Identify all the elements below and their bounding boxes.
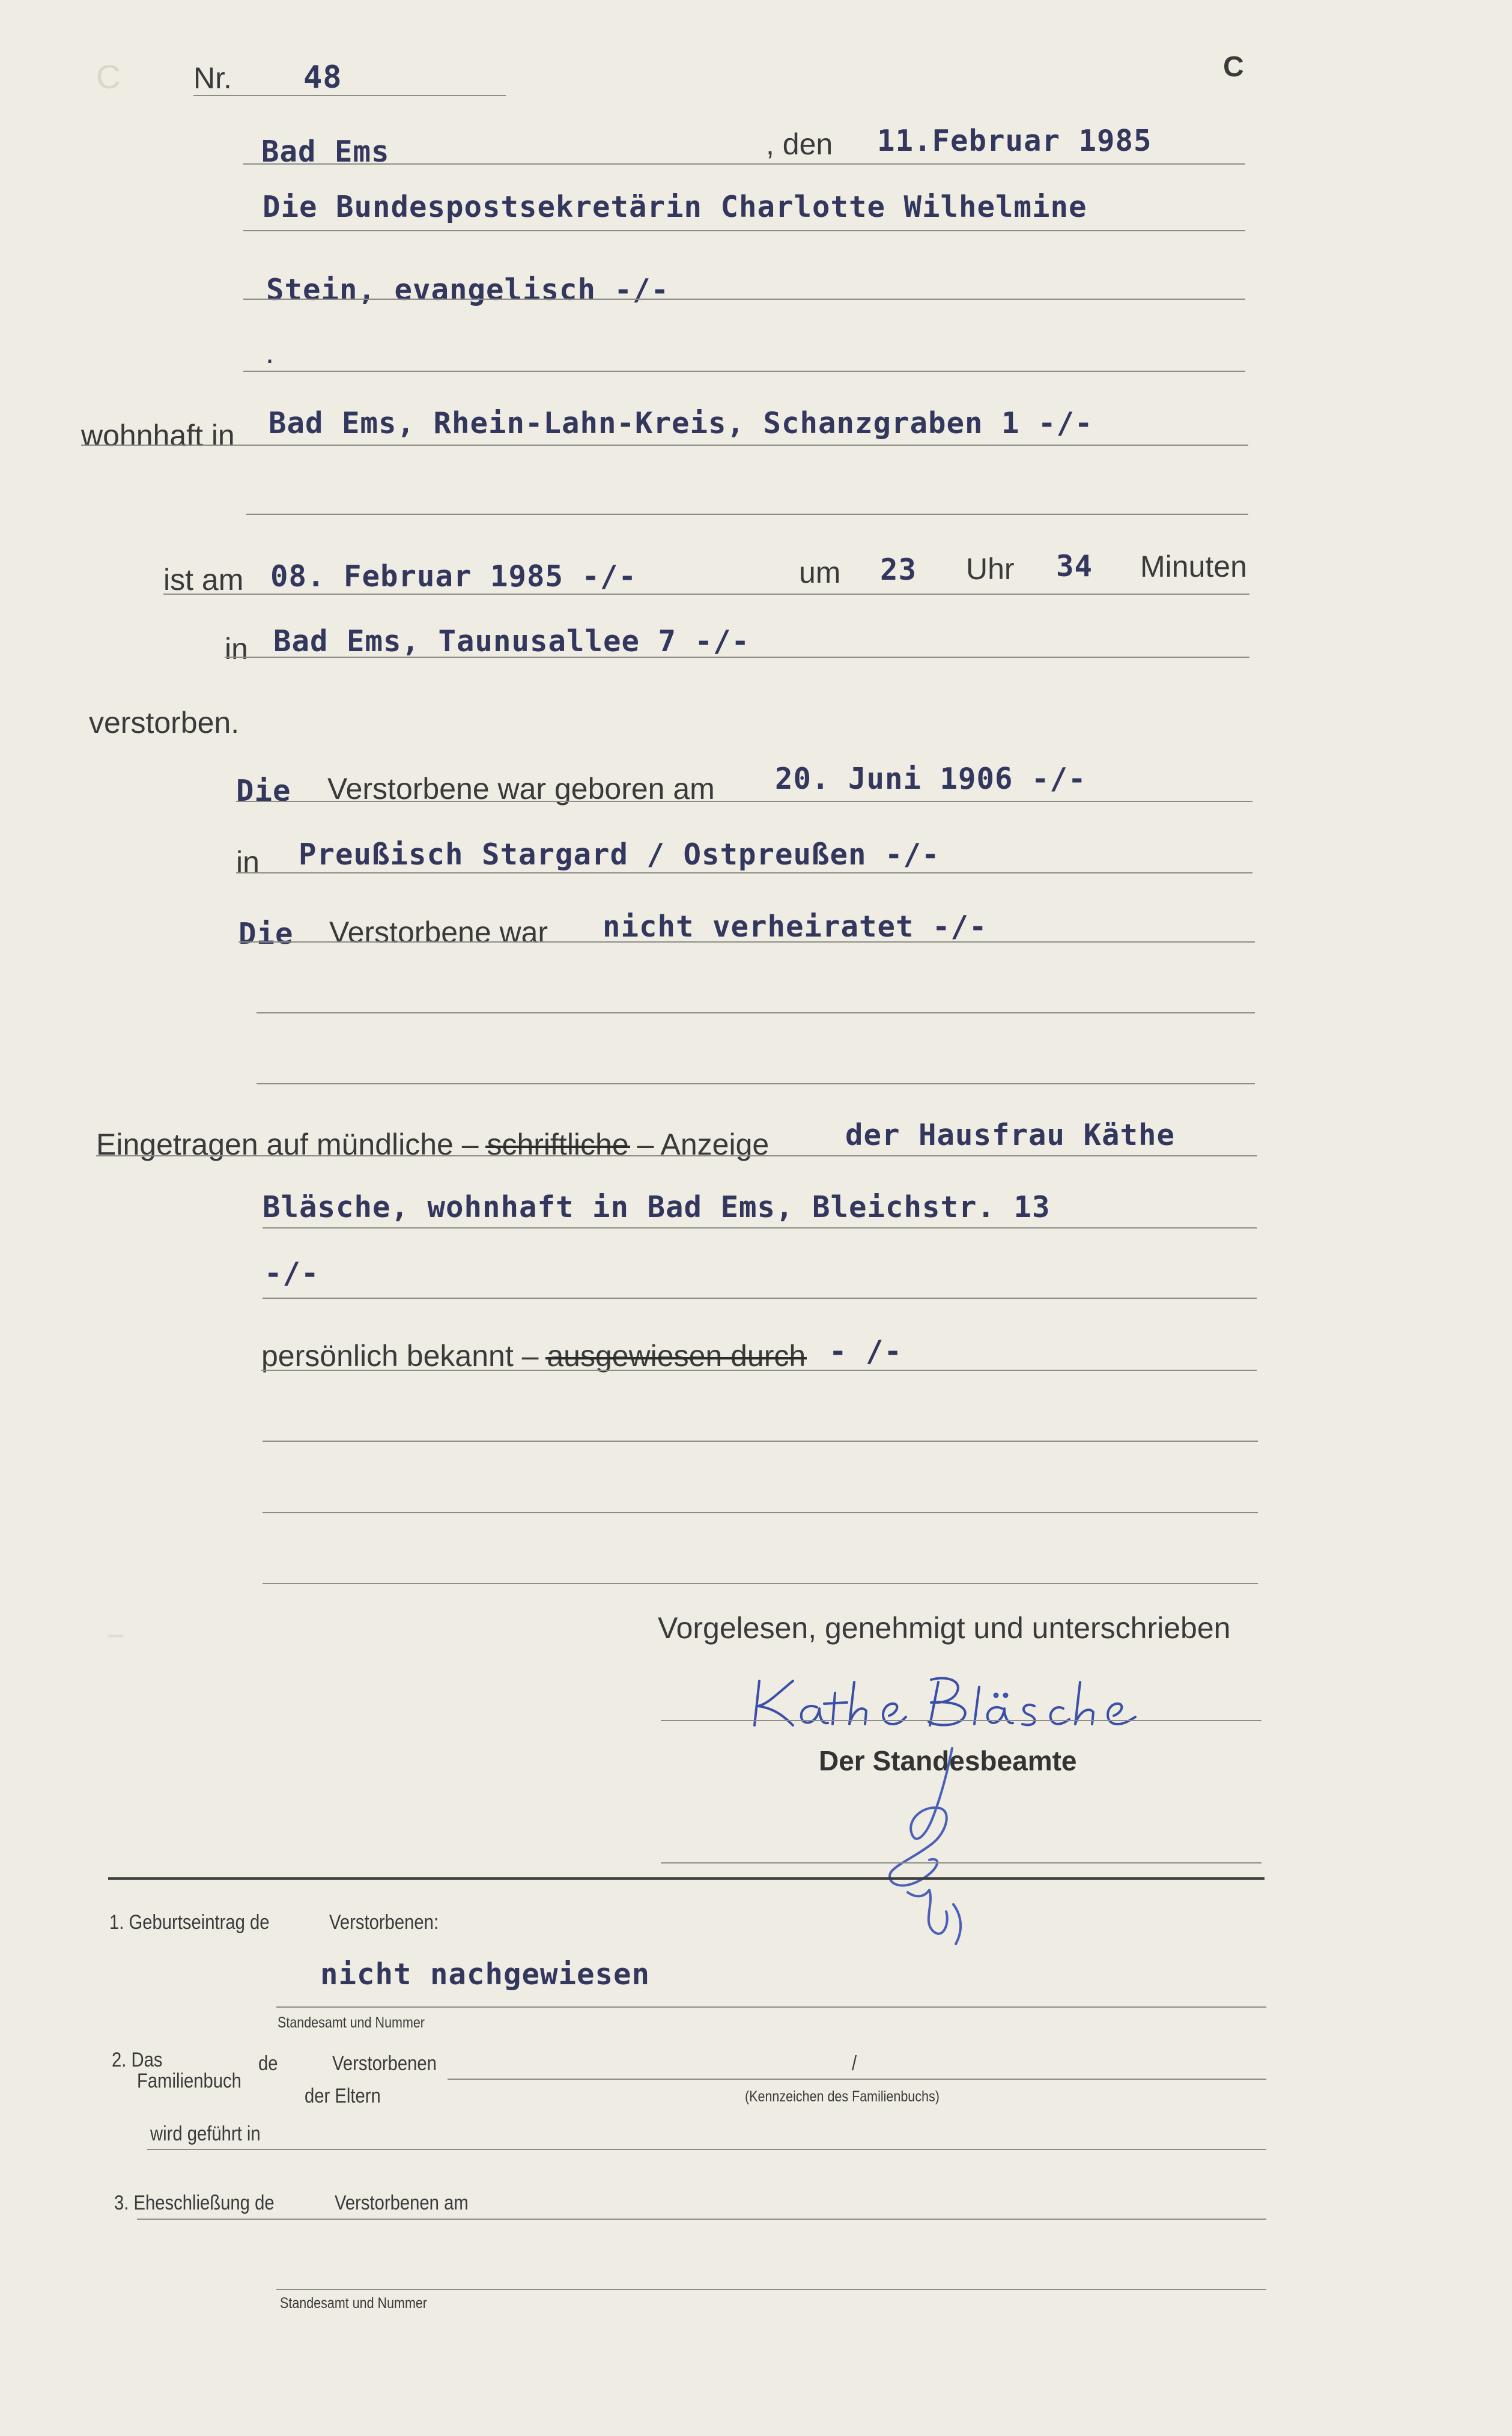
known-label-struck: ausgewiesen durch [547,1339,806,1373]
birth-in-label: in [236,845,260,879]
death-place-rule [225,657,1249,658]
item3-rule-2 [276,2289,1266,2290]
nr-line [193,95,506,96]
registration-label-struck: schriftliche [487,1128,629,1161]
item2-caption: (Kennzeichen des Familienbuchs) [745,2088,940,2105]
registration-line-3: -/- [264,1256,320,1290]
death-place: Bad Ems, Taunusallee 7 -/- [273,624,750,658]
blank-rule-1 [257,1012,1255,1013]
item2-eltern: der Eltern [305,2085,381,2107]
item1-caption: Standesamt und Nummer [278,2014,425,2031]
marital-label: Verstorbene war [329,916,548,949]
residence-rule-2 [246,514,1248,515]
birth-die-typed: Die [236,774,291,808]
footer-divider [108,1877,1265,1880]
show-through-mark: C [96,58,121,96]
item1-label-a: 1. Geburtseintrag de [109,1911,270,1934]
marital-die-typed: Die [238,917,294,951]
geboren-label: Verstorbene war geboren am [327,772,715,806]
ist-am-label: ist am [163,563,244,597]
den-label: , den [766,127,833,161]
birth-date: 20. Juni 1906 -/- [775,762,1087,796]
marital-status: nicht verheiratet -/- [603,910,988,944]
item3-label-a: 3. Eheschließung de [114,2191,275,2214]
item1-label-b: Verstorbenen: [329,1911,439,1934]
person-line-1: Die Bundespostsekretärin Charlotte Wilhelmine [263,190,1087,224]
death-time-rule [163,594,1249,595]
item2-wird-rule [147,2149,1266,2150]
informant-signature [751,1669,1147,1735]
residence-label: wohnhaft in [81,419,235,452]
show-through-mark: ⎯ [108,1617,123,1650]
item2-de: de [258,2052,278,2075]
person-line-1-rule [243,230,1245,231]
registrar-signature [874,1742,994,1952]
standesbeamte-label: Der Standesbeamte [819,1745,1077,1776]
blank-rule-5 [263,1583,1258,1584]
item3-caption: Standesamt und Nummer [280,2295,427,2312]
item3-label-b: Verstorbenen am [335,2191,469,2214]
item1-rule [276,2006,1266,2008]
date-value: 11.Februar 1985 [877,124,1152,158]
person-line-3-mark: . [264,347,276,368]
informant-signature-rule [661,1720,1262,1721]
item2-rule [448,2079,1266,2080]
death-in-label: in [225,632,248,666]
death-hour: 23 [880,553,917,587]
item2-num: 2. Das [112,2049,163,2071]
known-label-text: persönlich bekannt – [261,1339,539,1373]
uhr-label: Uhr [966,552,1015,586]
birth-place: Preußisch Stargard / Ostpreußen -/- [299,837,940,872]
item2-slash: / [852,2052,857,2075]
known-label [261,1341,806,1371]
residence-value: Bad Ems, Rhein-Lahn-Kreis, Schanzgraben 1 -/- [269,406,1093,440]
person-line-2-rule [243,299,1245,300]
death-date: 08. Februar 1985 -/- [270,559,637,594]
blank-rule-4 [263,1512,1258,1513]
marital-rule [238,941,1255,943]
minuten-label: Minuten [1140,550,1247,583]
nr-value: 48 [303,59,342,96]
known-typed: - /- [829,1334,903,1368]
birth-date-rule [236,801,1252,802]
blank-rule-3 [263,1441,1258,1442]
vorgelesen-label: Vorgelesen, genehmigt und unterschrieben [658,1611,1231,1645]
known-rule [261,1370,1257,1371]
nr-label: Nr. [193,61,232,95]
item2-wird: wird geführt in [150,2122,261,2145]
birth-place-rule [236,872,1252,873]
death-minutes: 34 [1056,549,1093,583]
item2-verstorbenen: Verstorbenen [332,2052,437,2075]
item2-familienbuch: Familienbuch [137,2070,241,2092]
blank-rule-2 [257,1083,1255,1084]
registration-line-2: Bläsche, wohnhaft in Bad Ems, Bleichstr. 13 [263,1190,1051,1224]
registration-label-end: – Anzeige [637,1128,770,1161]
place-value: Bad Ems [261,135,390,169]
corner-letter: C [1223,51,1244,83]
item3-rule [137,2219,1266,2220]
registration-rule-3 [263,1298,1257,1299]
place-date-line [243,163,1245,165]
item1-value: nicht nachgewiesen [320,1957,651,1991]
residence-rule [81,445,1248,446]
registration-line-1: der Hausfrau Käthe [845,1118,1176,1152]
registrar-signature-rule [661,1862,1262,1863]
person-line-2: Stein, evangelisch -/- [266,273,670,307]
registration-label-start: Eingetragen auf mündliche – [96,1128,479,1161]
verstorben-label: verstorben. [89,706,240,740]
person-line-3-rule [243,371,1245,372]
um-label: um [799,556,841,589]
registration-rule-2 [263,1227,1257,1229]
registration-rule-1 [96,1155,1257,1156]
